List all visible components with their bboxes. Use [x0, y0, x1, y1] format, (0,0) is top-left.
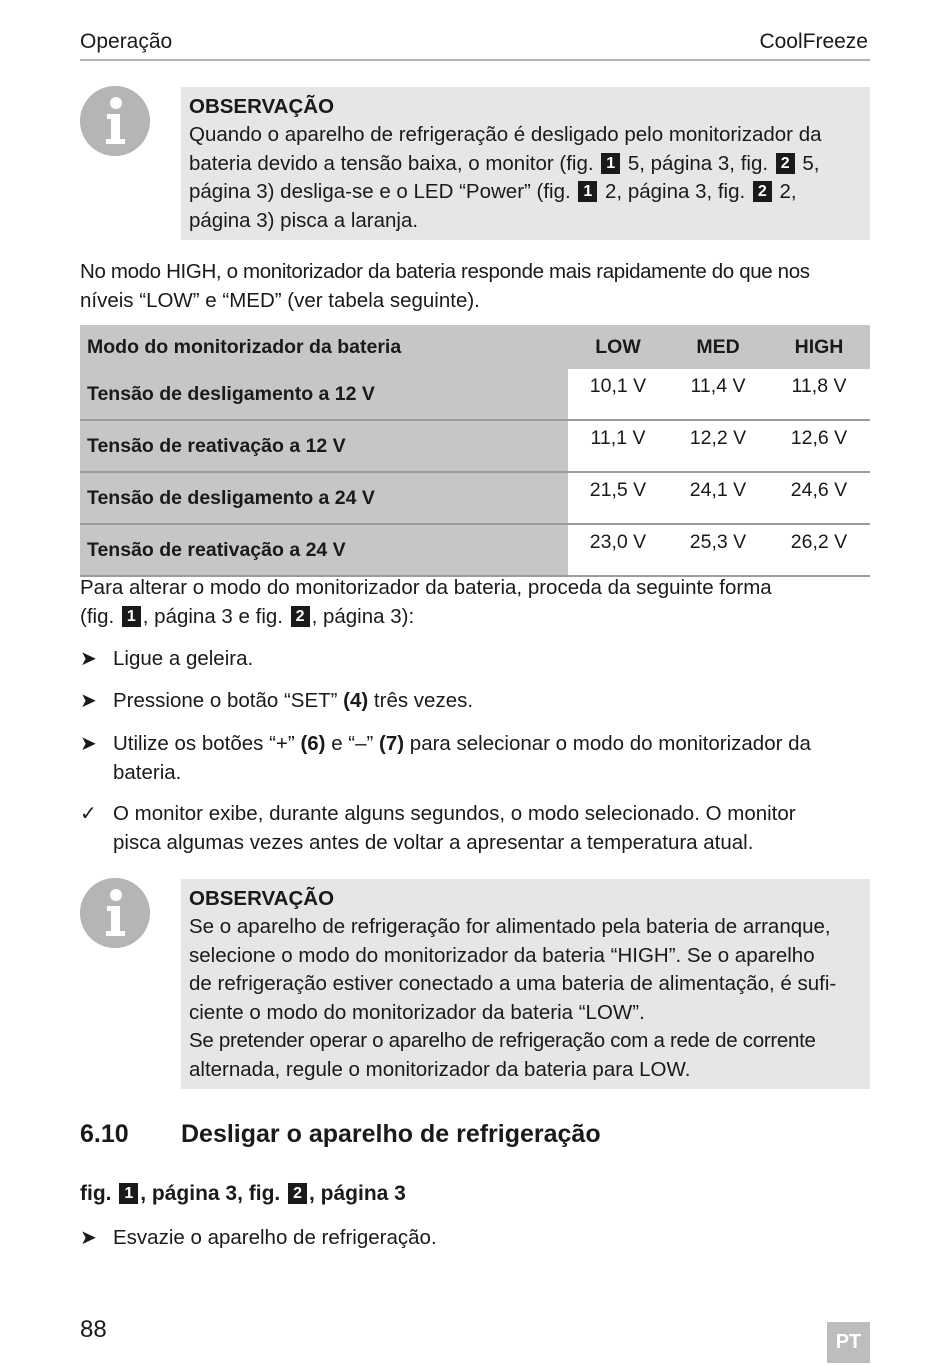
- table-row: [80, 472, 870, 524]
- note-line: ciente o modo do monitorizador da bateria “LOW”.: [189, 1000, 645, 1024]
- procedure-text: , página 3 e fig.: [142, 604, 289, 628]
- note-line: 5,: [796, 151, 820, 175]
- table-row: [80, 524, 870, 576]
- procedure-text: (fig.: [80, 604, 120, 628]
- result-line: pisca algumas vezes antes de voltar a apresentar a temperatura atual.: [113, 830, 754, 854]
- result-text: [113, 800, 870, 857]
- info-icon: [80, 878, 150, 948]
- figure-ref-badge: 1: [578, 181, 597, 202]
- procedure-text: , página 3):: [311, 604, 415, 628]
- note-line: página 3) desliga-se e o LED “Power” (fig.: [189, 180, 577, 203]
- cell-med: 25,3 V: [668, 524, 768, 576]
- note-line: de refrigeração estiver conectado a uma bateria de alimentação, é sufi-: [189, 972, 837, 995]
- arrow-right-icon: ➤: [80, 733, 97, 755]
- arrow-right-icon: ➤: [80, 648, 97, 670]
- table-header: Modo do monitorizador da bateria: [80, 325, 568, 369]
- table-header: HIGH: [768, 325, 870, 369]
- step-text: Esvazie o aparelho de refrigeração.: [113, 1226, 437, 1249]
- row-label: Tensão de reativação a 24 V: [80, 524, 568, 576]
- arrow-right-icon: ➤: [80, 690, 97, 712]
- figure-ref-badge: 2: [291, 606, 310, 627]
- intro-line: níveis “LOW” e “MED” (ver tabela seguinte).: [80, 288, 480, 312]
- language-badge: PT: [827, 1322, 870, 1363]
- header-section-title: Operação: [80, 30, 173, 53]
- cell-med: 12,2 V: [668, 420, 768, 472]
- figure-ref-badge: 1: [122, 606, 141, 627]
- figure-ref-badge: 2: [776, 153, 795, 174]
- step-text-part: para selecionar o modo do monitorizador da: [404, 732, 811, 755]
- table-header: MED: [668, 325, 768, 369]
- section-title: Desligar o aparelho de refrigeração: [181, 1120, 601, 1148]
- table-header: LOW: [568, 325, 668, 369]
- step-item: [80, 730, 870, 787]
- table-row: [80, 420, 870, 472]
- step-text-part: Utilize os botões “+”: [113, 732, 301, 755]
- cell-med: 11,4 V: [690, 375, 746, 397]
- cell-low: 23,0 V: [568, 524, 668, 576]
- note-title: OBSERVAÇÃO: [189, 95, 335, 118]
- figure-ref-text: , página 3, fig.: [140, 1182, 287, 1205]
- figure-ref-text: fig.: [80, 1182, 118, 1205]
- cell-high: 24,6 V: [768, 472, 870, 524]
- figure-reference-heading: [80, 1182, 406, 1206]
- section-number: 6.10: [80, 1120, 129, 1148]
- arrow-right-icon: ➤: [80, 1227, 97, 1249]
- note-line: Quando o aparelho de refrigeração é desligado pelo monitorizador da: [189, 123, 822, 146]
- note-box: [181, 87, 870, 240]
- row-label: Tensão de desligamento a 12 V: [80, 369, 568, 420]
- step-text-part: e “–”: [325, 732, 380, 755]
- procedure-paragraph: [80, 574, 870, 631]
- figure-ref-badge: 1: [119, 1183, 138, 1204]
- cell-low: 10,1 V: [589, 375, 647, 397]
- note-line: Se pretender operar o aparelho de refrigeração com a rede de corrente: [189, 1029, 816, 1052]
- cell-med: 24,1 V: [668, 472, 768, 524]
- figure-ref-text: , página 3: [309, 1182, 406, 1205]
- note-line: selecione o modo do monitorizador da bateria “HIGH”. Se o aparelho: [189, 943, 815, 967]
- row-label: Tensão de reativação a 12 V: [80, 420, 568, 472]
- result-line: O monitor exibe, durante alguns segundos, o modo selecionado. O monitor: [113, 802, 796, 825]
- step-item: [80, 1224, 870, 1253]
- figure-ref-badge: 2: [288, 1183, 307, 1204]
- button-ref: (7): [379, 732, 405, 755]
- step-text-part: Pressione o botão “SET”: [113, 689, 344, 712]
- note-line: bateria devido a tensão baixa, o monitor (fig.: [189, 151, 600, 175]
- result-item: [80, 800, 870, 857]
- procedure-line: Para alterar o modo do monitorizador da bateria, proceda da seguinte forma: [80, 576, 772, 599]
- step-text: Ligue a geleira.: [113, 647, 254, 670]
- cell-high: 26,2 V: [768, 524, 870, 576]
- note-line: Se o aparelho de refrigeração for alimentado pela bateria de arranque,: [189, 915, 831, 938]
- note-line: 2, página 3, fig.: [599, 180, 751, 203]
- note-line: 2,: [773, 180, 797, 203]
- header-product-name: CoolFreeze: [759, 30, 868, 53]
- cell-low: 21,5 V: [568, 472, 668, 524]
- step-item: [80, 687, 870, 716]
- step-text: [113, 687, 870, 716]
- intro-paragraph: [80, 258, 880, 315]
- step-text: [113, 730, 870, 787]
- cell-high: 11,8 V: [791, 375, 847, 397]
- row-label: Tensão de desligamento a 24 V: [80, 472, 568, 524]
- battery-monitor-table: [80, 325, 870, 577]
- figure-ref-badge: 2: [753, 181, 772, 202]
- button-ref: (4): [343, 689, 369, 712]
- step-text-part: bateria.: [113, 760, 182, 784]
- note-box: [181, 879, 870, 1089]
- note-text: [189, 121, 862, 235]
- note-title: OBSERVAÇÃO: [189, 887, 335, 910]
- cell-high: 12,6 V: [768, 420, 870, 472]
- note-line: página 3) pisca a laranja.: [189, 208, 419, 232]
- table-row: [80, 369, 870, 420]
- figure-ref-badge: 1: [601, 153, 620, 174]
- info-icon: [80, 86, 150, 156]
- note-text: [189, 913, 862, 1084]
- cell-low: 11,1 V: [568, 420, 668, 472]
- note-line: 5, página 3, fig.: [622, 151, 774, 175]
- step-item: [80, 645, 870, 674]
- checkmark-icon: ✓: [80, 803, 97, 825]
- step-text-part: três vezes.: [368, 689, 474, 712]
- header-divider: [80, 59, 870, 61]
- button-ref: (6): [300, 732, 326, 755]
- note-line: alternada, regule o monitorizador da bateria para LOW.: [189, 1057, 691, 1081]
- page-number: 88: [80, 1316, 107, 1343]
- intro-line: No modo HIGH, o monitorizador da bateria responde mais rapidamente do que nos: [80, 260, 810, 283]
